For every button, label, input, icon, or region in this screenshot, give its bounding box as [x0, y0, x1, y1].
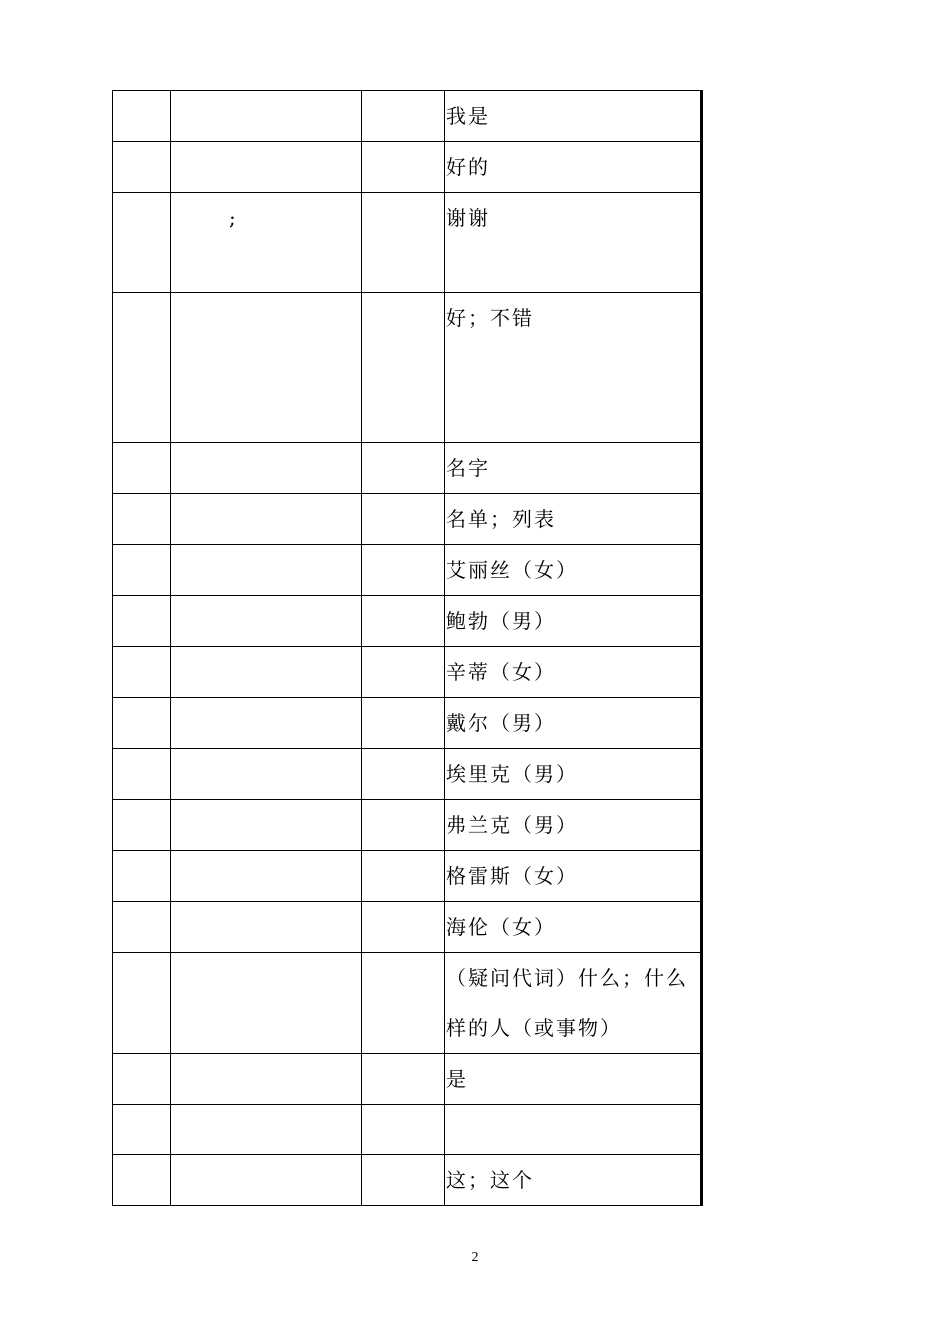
cell-text: 辛蒂（女） — [446, 660, 556, 684]
table-cell-word — [171, 698, 362, 749]
table-cell-word — [171, 1105, 362, 1155]
table-cell-phonetic — [362, 953, 445, 1054]
cell-text: 埃里克（男） — [446, 762, 578, 786]
table-cell-index — [113, 91, 171, 142]
table-cell-phonetic — [362, 749, 445, 800]
table-row — [113, 494, 702, 545]
cell-text: 格雷斯（女） — [446, 864, 578, 888]
table-cell-index — [113, 494, 171, 545]
cell-text: ; — [229, 206, 238, 230]
table-cell-index — [113, 142, 171, 193]
table-cell-index — [113, 443, 171, 494]
table-cell-phonetic — [362, 545, 445, 596]
table-row — [113, 193, 702, 293]
table-cell-meaning — [445, 142, 702, 193]
table-row — [113, 1105, 702, 1155]
table-cell-word — [171, 443, 362, 494]
table-cell-word — [171, 545, 362, 596]
table-cell-phonetic — [362, 1105, 445, 1155]
table-cell-index — [113, 293, 171, 443]
table-cell-meaning — [445, 1155, 702, 1206]
cell-text: 名单；列表 — [446, 507, 556, 531]
cell-text: 好；不错 — [446, 306, 534, 330]
table-cell-word — [171, 851, 362, 902]
table-row — [113, 443, 702, 494]
table-cell-word — [171, 1054, 362, 1105]
table-cell-meaning — [445, 293, 702, 443]
table-row — [113, 902, 702, 953]
table-cell-phonetic — [362, 1054, 445, 1105]
table-cell-phonetic — [362, 698, 445, 749]
table-cell-word — [171, 647, 362, 698]
table-cell-meaning — [445, 698, 702, 749]
table-cell-meaning — [445, 494, 702, 545]
table-cell-phonetic — [362, 1155, 445, 1206]
table-cell-word — [171, 800, 362, 851]
cell-text: 鲍勃（男） — [446, 609, 556, 633]
table-cell-meaning — [445, 953, 702, 1054]
table-cell-word — [171, 494, 362, 545]
table-cell-phonetic — [362, 293, 445, 443]
table-cell-phonetic — [362, 142, 445, 193]
table-cell-word — [171, 749, 362, 800]
cell-text: 这；这个 — [446, 1168, 534, 1192]
table-cell-phonetic — [362, 902, 445, 953]
table-cell-index — [113, 596, 171, 647]
table-cell-meaning — [445, 1105, 702, 1155]
table-row — [113, 749, 702, 800]
vocabulary-table — [112, 90, 703, 1206]
cell-text: 戴尔（男） — [446, 711, 556, 735]
table-cell-meaning — [445, 193, 702, 293]
table-row — [113, 647, 702, 698]
table-cell-phonetic — [362, 494, 445, 545]
table-cell-word — [171, 953, 362, 1054]
table-cell-index — [113, 902, 171, 953]
cell-text: 是 — [446, 1067, 468, 1091]
cell-text: 艾丽丝（女） — [446, 558, 578, 582]
table-cell-index — [113, 953, 171, 1054]
table-cell-meaning — [445, 596, 702, 647]
table-cell-meaning — [445, 851, 702, 902]
table-cell-meaning — [445, 91, 702, 142]
table-cell-index — [113, 1155, 171, 1206]
table-cell-index — [113, 545, 171, 596]
table-row — [113, 142, 702, 193]
table-row — [113, 851, 702, 902]
table-cell-index — [113, 749, 171, 800]
table-cell-phonetic — [362, 443, 445, 494]
table-cell-word — [171, 193, 362, 293]
table-cell-phonetic — [362, 851, 445, 902]
table-cell-word — [171, 1155, 362, 1206]
table-cell-meaning — [445, 1054, 702, 1105]
table-row — [113, 698, 702, 749]
table-cell-phonetic — [362, 91, 445, 142]
table-cell-meaning — [445, 545, 702, 596]
cell-text: 弗兰克（男） — [446, 813, 578, 837]
table-cell-phonetic — [362, 596, 445, 647]
cell-text: 谢谢 — [446, 206, 490, 230]
table-cell-meaning — [445, 749, 702, 800]
table-row — [113, 953, 702, 1054]
table-row — [113, 596, 702, 647]
table-row — [113, 293, 702, 443]
table-cell-word — [171, 902, 362, 953]
table-cell-phonetic — [362, 800, 445, 851]
table-cell-index — [113, 1054, 171, 1105]
table-row — [113, 1054, 702, 1105]
cell-text: 我是 — [446, 104, 490, 128]
table-cell-word — [171, 142, 362, 193]
table-cell-meaning — [445, 647, 702, 698]
cell-text: 好的 — [446, 155, 490, 179]
table-cell-word — [171, 91, 362, 142]
table-cell-index — [113, 800, 171, 851]
table-row — [113, 1155, 702, 1206]
cell-text: （疑问代词）什么；什么样的人（或事物） — [446, 966, 688, 1040]
table-cell-meaning — [445, 443, 702, 494]
table-row — [113, 800, 702, 851]
page-number: 2 — [471, 1250, 479, 1265]
table-cell-index — [113, 193, 171, 293]
table-cell-word — [171, 293, 362, 443]
table-cell-phonetic — [362, 193, 445, 293]
table-cell-index — [113, 647, 171, 698]
table-row — [113, 545, 702, 596]
cell-text: 名字 — [446, 456, 490, 480]
table-cell-word — [171, 596, 362, 647]
table-cell-index — [113, 851, 171, 902]
table-cell-index — [113, 698, 171, 749]
table-row — [113, 91, 702, 142]
cell-text: 海伦（女） — [446, 915, 556, 939]
table-cell-meaning — [445, 800, 702, 851]
table-cell-phonetic — [362, 647, 445, 698]
table-cell-index — [113, 1105, 171, 1155]
table-cell-meaning — [445, 902, 702, 953]
